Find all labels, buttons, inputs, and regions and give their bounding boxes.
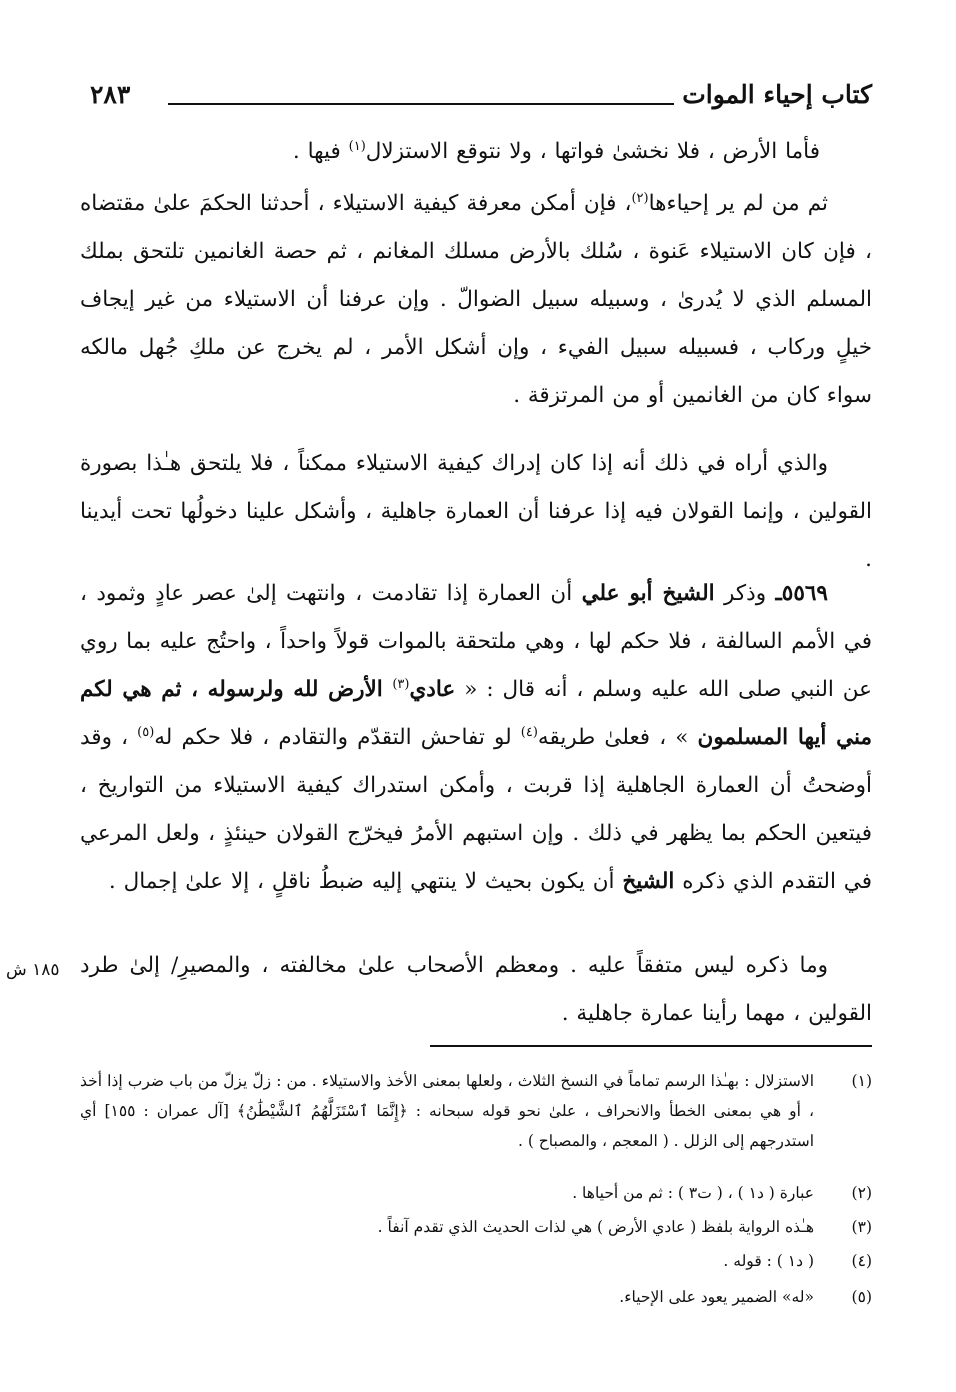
footnote-ref-5: (٥) (137, 724, 155, 740)
footnote-number: (٣) (851, 1218, 872, 1236)
footnote-ref-3: (٣) (392, 676, 410, 692)
footnote-separator (430, 1045, 872, 1047)
footnote-text: «له» الضمير يعود على الإحياء. (619, 1288, 814, 1306)
paragraph-1 (80, 128, 872, 176)
paragraph-3: والذي أراه في ذلك أنه إذا كان إدراك كيفية الاستيلاء ممكناً ، فلا يلتحق هـٰذا بصورة القولين ، وإنما القولان فيه إذا عرفنا أن العمارة جاهلية ، وأشكل علينا دخولُها تحت أيدينا . (80, 451, 872, 572)
margin-folio-note: ١٨٥ ش (6, 960, 60, 980)
scholar-name: الشيخ (622, 869, 675, 894)
paragraph-text: أن يكون بحيث لا ينتهي إليه ضبطُ ناقلٍ ، إلا علىٰ إجمال . (108, 869, 623, 894)
footnote-4 (80, 1246, 872, 1276)
footnote-number: (٥) (851, 1288, 872, 1306)
footnote-2 (80, 1178, 872, 1208)
footnote-3 (80, 1212, 872, 1242)
paragraph-text: أن العمارة إذا تقادمت ، وانتهت إلىٰ عصر عادٍ وثمود ، في الأمم السالفة ، فلا حكم لها ، وهي ملتحقة بالموات قولاً واحداً ، واحتُج عليه بما روي عن النبي صلى الله عليه وسلم ، أنه قال : « (80, 581, 872, 702)
footnote-number: (١) (851, 1072, 872, 1090)
scholar-name: الشيخ أبو علي (581, 581, 715, 606)
footnote-number: (٤) (851, 1252, 872, 1270)
hadith-text: الأرض لله ولرسوله ، ثم هي لكم مني أيها المسلمون (80, 677, 873, 750)
header-rule (168, 103, 674, 105)
footnote-ref-4: (٤) (520, 724, 538, 740)
page-number: ٢٨٣ (90, 80, 131, 109)
paragraph-text: ، وقد أوضحتُ أن العمارة الجاهلية إذا قربت ، وأمكن استدراك كيفية الاستيلاء من التواريخ ، فيتعين الحكم بما يظهر في ذلك . وإن استبهم الأمرُ فيخرّج القولان حينئذٍ ، ولعل المرعي في التقدم الذي ذكره (80, 725, 872, 894)
paragraph-text: » ، فعلىٰ طريقه (537, 725, 698, 750)
footnote-ref-2: (٢) (631, 190, 649, 206)
footnote-text: الاستزلال : بهـٰذا الرسم تماماً في النسخ الثلاث ، ولعلها بمعنى الأخذ والاستيلاء . من : زلّ يزلّ من باب ضرب إذا أخذ ، أو هي بمعنى الخطأ والانحراف ، علىٰ نحو قوله سبحانه : ﴿إِنَّمَا ٱسْتَزَلَّهُمُ ٱلشَّيْطَٰنُ﴾ [آل عمران : ١٥٥] أي استدرجهم إلى الزلل . ( المعجم ، والمصباح ) . (80, 1072, 815, 1150)
paragraph-text: ثم من لم ير إحياءها (648, 191, 828, 216)
paragraph-text: فيها . (292, 139, 349, 164)
paragraph-4 (80, 570, 872, 906)
paragraph-text: لو تفاحش التقدّم والتقادم ، فلا حكم له (154, 725, 521, 750)
chapter-title: كتاب إحياء الموات (682, 80, 872, 109)
footnote-5 (80, 1282, 872, 1312)
footnote-text: ( د١ ) : قوله . (723, 1252, 814, 1270)
footnote-number: (٢) (851, 1184, 872, 1202)
footnote-text: عبارة ( د١ ) ، ( ت٣ ) : ثم من أحياها . (572, 1184, 814, 1202)
paragraph-2 (80, 180, 872, 420)
paragraph-text: فأما الأرض ، فلا نخشىٰ فواتها ، ولا نتوقع الاستزلال (365, 139, 820, 164)
paragraph-5: وما ذكره ليس متفقاً عليه . ومعظم الأصحاب علىٰ مخالفته ، والمصيرِ/ إلىٰ طرد القولين ، مهما رأينا عمارة جاهلية . (80, 953, 872, 1026)
paragraph-text: ، فإن أمكن معرفة كيفية الاستيلاء ، أحدثنا الحكمَ علىٰ مقتضاه ، فإن كان الاستيلاء عَنوة ، سُلك بالأرض مسلك المغانم ، ثم حصة الغانمين تلتحق بملك المسلم الذي لا يُدرىٰ ، وسبيله سبيل الضوالّ . وإن عرفنا أن الاستيلاء من غير إيجاف خيلٍ وركاب ، فسبيله سبيل الفيء ، وإن أشكل الأمر ، لم يخرج عن ملكِ جُهل مالكه سواء كان من الغانمين أو من المرتزقة . (80, 191, 872, 408)
paragraph-text: وذكر (714, 581, 776, 606)
hadith-text: عادي (409, 677, 456, 702)
footnote-text: هـٰذه الرواية بلفظ ( عادي الأرض ) هي لذات الحديث الذي تقدم آنفاً . (377, 1218, 814, 1236)
page-header (90, 80, 872, 116)
section-number: ٥٥٦٩ـ (775, 581, 828, 606)
footnote-ref-1: (١) (348, 138, 366, 154)
footnote-1 (80, 1066, 872, 1156)
